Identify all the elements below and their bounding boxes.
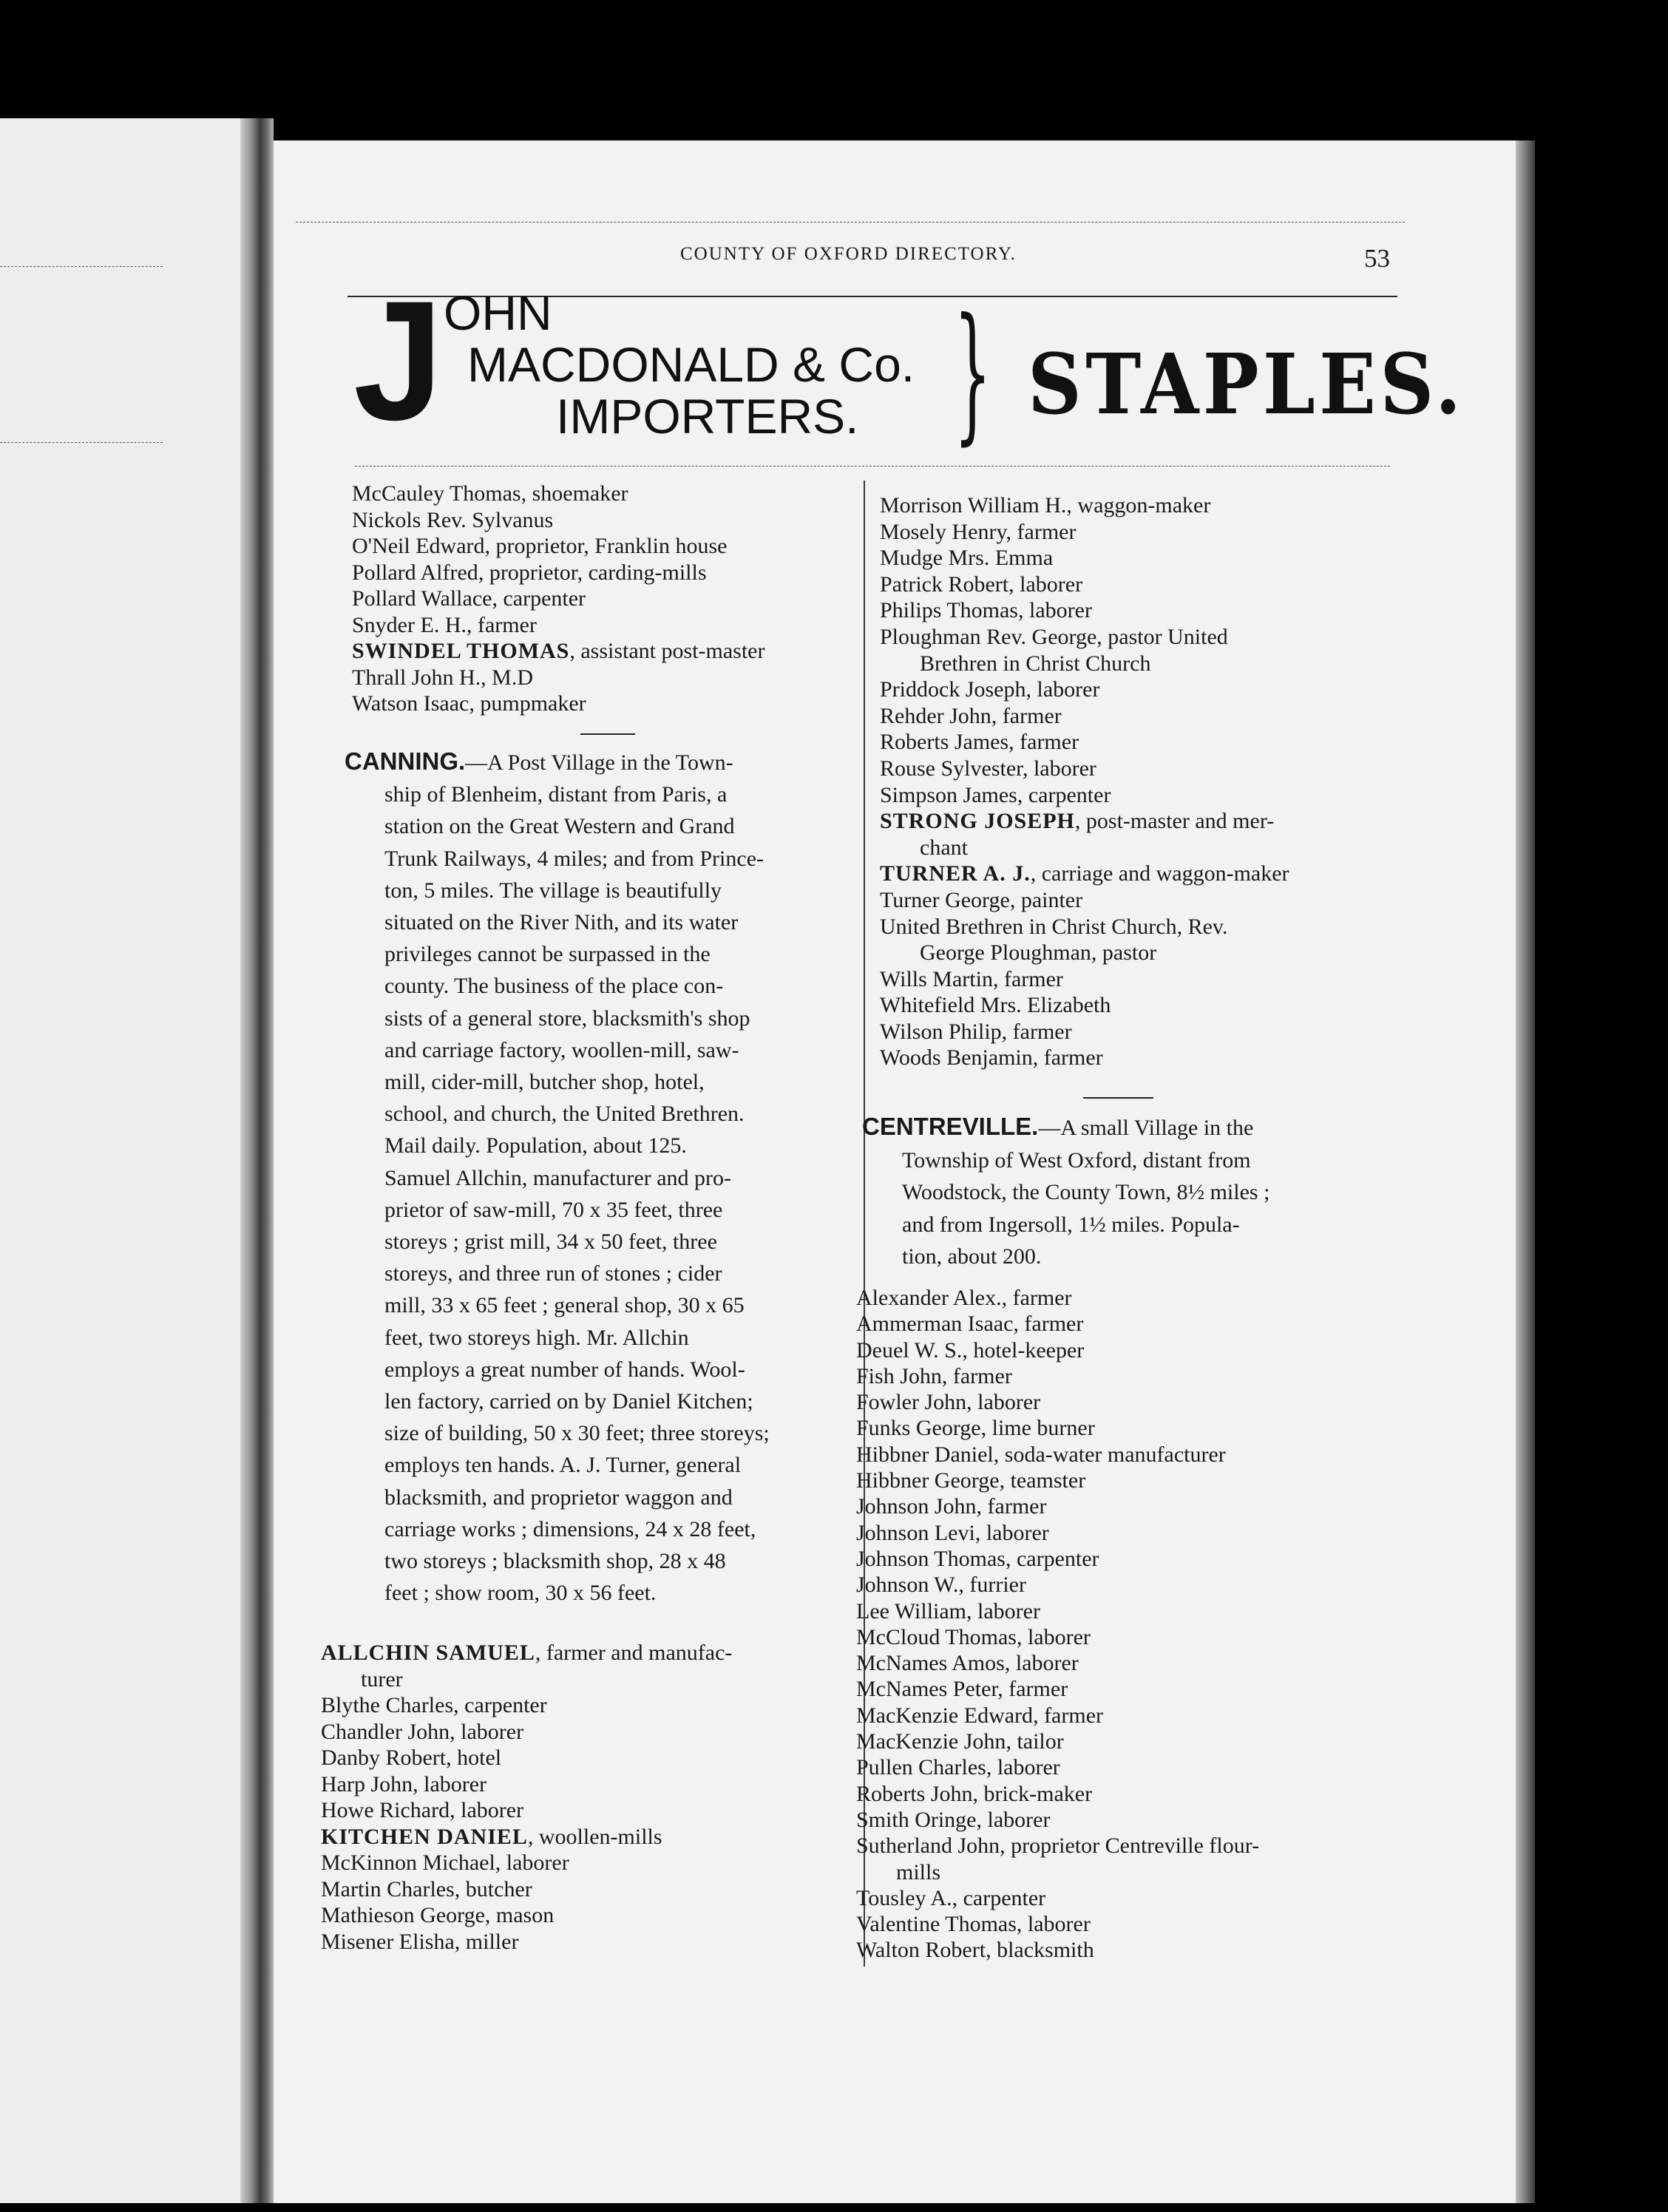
description-line: county. The business of the place con-	[384, 974, 724, 999]
entry-occupation: , laborer	[1016, 1624, 1091, 1649]
entry-occupation: , laborer	[1022, 756, 1096, 781]
entry-occupation: , assistant post-master	[569, 639, 765, 663]
directory-entry	[352, 586, 862, 612]
entry-occupation: , farmer	[1001, 1019, 1072, 1044]
directory-entry	[352, 691, 862, 717]
entry-occupation: , proprietor Centreville flour-	[1000, 1833, 1260, 1859]
entry-occupation: , woollen-mills	[527, 1824, 662, 1849]
directory-entry	[880, 571, 1390, 598]
directory-entry	[856, 1807, 1389, 1833]
entry-continuation: George Ploughman, pastor	[920, 940, 1157, 966]
entry-occupation: , laborer	[974, 1520, 1049, 1545]
directory-entry	[856, 1885, 1389, 1911]
entry-name: McKinnon Michael	[321, 1850, 495, 1875]
canning-section	[345, 745, 862, 1609]
directory-entry	[321, 1850, 861, 1876]
directory-entry	[880, 1045, 1390, 1071]
entry-name: McNames Amos	[856, 1651, 1005, 1676]
directory-entry	[321, 1692, 861, 1719]
page-edge-shadow	[1516, 140, 1535, 2203]
description-line: storeys, and three run of stones ; cider	[384, 1261, 722, 1286]
directory-entry	[856, 1650, 1389, 1676]
entry-name: Harp John	[321, 1771, 413, 1797]
entry-occupation: , proprietor, carding-mills	[478, 560, 707, 585]
entry-name: Misener Elisha	[321, 1929, 455, 1954]
entry-occupation: , mason	[484, 1903, 555, 1927]
directory-entry	[321, 1745, 861, 1771]
entry-name: Johnson John	[856, 1494, 977, 1519]
description-line: mill, cider-mill, butcher shop, hotel,	[384, 1070, 705, 1095]
entry-occupation: , shoemaker	[521, 481, 628, 506]
description-line: sists of a general store, blacksmith's shop	[384, 1005, 750, 1031]
ad-line-importers: IMPORTERS.	[556, 389, 859, 444]
entry-name: Rouse Sylvester	[880, 756, 1023, 781]
directory-entry	[880, 729, 1390, 756]
entry-name: O'Neil Edward	[352, 534, 485, 558]
place-description	[345, 745, 862, 1609]
entry-name: Patrick Robert	[880, 571, 1009, 597]
entry-name: Roberts James	[880, 730, 1009, 755]
directory-entry	[352, 665, 862, 691]
entry-name: Johnson Levi	[856, 1520, 975, 1545]
directory-entry	[321, 1771, 861, 1798]
directory-entry	[880, 624, 1390, 651]
directory-entry	[856, 1624, 1389, 1650]
entry-continuation: turer	[361, 1666, 403, 1692]
entry-occupation: , laborer	[450, 1798, 524, 1822]
ad-staples: STAPLES.	[1028, 336, 1465, 433]
directory-entry	[321, 1824, 861, 1850]
entry-name: Wills Martin	[880, 966, 993, 991]
entry-occupation: , carpenter	[1005, 1546, 1099, 1571]
directory-entry	[856, 1311, 1389, 1337]
description-line: storeys ; grist mill, 34 x 50 feet, three	[384, 1229, 717, 1255]
entry-name: STRONG JOSEPH	[880, 809, 1075, 834]
entry-occupation: , soda-water manufacturer	[993, 1442, 1226, 1467]
entry-occupation: , farmer	[941, 1363, 1012, 1388]
directory-entry	[856, 1442, 1389, 1468]
description-line: ship of Blenheim, distant from Paris, a	[384, 782, 728, 807]
directory-entry	[352, 507, 862, 534]
entry-occupation: , farmer	[976, 1494, 1047, 1519]
ad-brace: }	[954, 287, 991, 459]
directory-entry	[321, 1902, 861, 1929]
entry-name: McNames Peter	[856, 1677, 998, 1702]
description-line: Mail daily. Population, about 125.	[384, 1133, 687, 1158]
directory-entry	[880, 492, 1390, 519]
directory-entry	[880, 597, 1390, 624]
entry-occupation: , farmer	[1013, 1312, 1084, 1337]
ad-bottom-rule	[355, 466, 1390, 467]
directory-entry	[880, 756, 1390, 782]
entry-occupation: , laborer	[413, 1771, 487, 1797]
directory-entry	[856, 1337, 1389, 1363]
entry-name: Danby Robert	[321, 1745, 447, 1770]
entry-occupation: , laborer	[966, 1598, 1040, 1624]
directory-entry	[880, 703, 1390, 730]
entry-occupation: , waggon-maker	[1066, 493, 1211, 518]
entry-name: United Brethren in Christ Church	[880, 914, 1177, 939]
section-rule-2	[1083, 1097, 1153, 1099]
directory-entry	[880, 519, 1390, 546]
entry-occupation: , hotel	[446, 1745, 502, 1770]
entry-name: Howe Richard	[321, 1798, 450, 1822]
directory-entry	[880, 782, 1390, 809]
directory-entry	[856, 1468, 1389, 1493]
entry-name: Funks George	[856, 1416, 981, 1441]
entry-occupation: , carpenter	[952, 1885, 1046, 1910]
directory-entry	[880, 808, 1390, 835]
entry-occupation: , tailor	[1006, 1729, 1064, 1754]
entry-name: Woods Benjamin	[880, 1045, 1033, 1071]
entry-name: Rehder John	[880, 703, 991, 728]
description-line: blacksmith, and proprietor waggon and	[384, 1485, 733, 1510]
directory-entry	[856, 1703, 1389, 1728]
entry-occupation: , laborer	[1025, 677, 1100, 702]
entry-name: Smith Oringe	[856, 1807, 977, 1832]
description-line: ton, 5 miles. The village is beautifully	[384, 878, 722, 903]
entry-name: MacKenzie John	[856, 1729, 1006, 1754]
entry-name: Sutherland John	[856, 1833, 1000, 1859]
description-line: Township of West Oxford, distant from	[902, 1147, 1251, 1173]
entry-name: Turner George	[880, 887, 1010, 912]
entry-name: McCloud Thomas	[856, 1624, 1017, 1649]
place-description	[862, 1110, 1387, 1273]
canning-listing-end	[880, 492, 1390, 1071]
entry-name: SWINDEL THOMAS	[352, 639, 570, 663]
entry-occupation: , pastor United	[1096, 624, 1228, 649]
directory-entry	[856, 1754, 1389, 1780]
directory-entry	[880, 992, 1390, 1019]
description-line: employs ten hands. A. J. Turner, general	[384, 1453, 742, 1478]
entry-name: Ammerman Isaac	[856, 1312, 1014, 1337]
entry-name: Priddock Joseph	[880, 677, 1026, 702]
entry-continuation: Brethren in Christ Church	[920, 651, 1151, 676]
entry-name: KITCHEN DANIEL	[321, 1824, 528, 1849]
entry-name: Blythe Charles	[321, 1693, 454, 1717]
directory-entry	[856, 1911, 1389, 1937]
directory-entry	[856, 1520, 1389, 1546]
directory-entry	[856, 1389, 1389, 1415]
entry-occupation: , Rev.	[1176, 914, 1228, 939]
entry-name: McCauley Thomas	[352, 481, 521, 506]
entry-occupation: , laborer	[1016, 1912, 1091, 1937]
description-line: Trunk Railways, 4 miles; and from Prince-	[384, 846, 764, 871]
canning-listing	[321, 1640, 861, 1955]
directory-entry	[856, 1546, 1389, 1572]
entry-continuation: mills	[896, 1859, 941, 1884]
description-line: —A small Village in the	[1038, 1116, 1254, 1140]
directory-entry	[856, 1363, 1389, 1389]
section-rule	[580, 733, 635, 735]
entry-name: Mudge Mrs. Emma	[880, 546, 1054, 571]
entry-name: Simpson James	[880, 782, 1017, 807]
description-line: school, and church, the United Brethren.	[384, 1102, 745, 1127]
entry-name: Deuel W. S.	[856, 1337, 963, 1363]
entry-occupation: , farmer	[991, 703, 1062, 728]
directory-entry	[352, 533, 862, 560]
description-line: prietor of saw-mill, 70 x 35 feet, three	[384, 1197, 723, 1222]
entry-occupation: , farmer	[1008, 730, 1079, 755]
entry-name: Whitefield Mrs. Elizabeth	[880, 993, 1111, 1018]
directory-entry	[880, 545, 1390, 571]
entry-name: Walton Robert	[856, 1938, 986, 1963]
description-line: and carriage factory, woollen-mill, saw-	[384, 1037, 739, 1062]
entry-occupation: , farmer	[997, 1677, 1068, 1702]
centreville-listing	[856, 1285, 1389, 1964]
description-line: —A Post Village in the Town-	[465, 750, 733, 775]
entry-name: Nickols Rev. Sylvanus	[352, 507, 554, 532]
entry-name: ALLCHIN SAMUEL	[321, 1641, 535, 1665]
directory-entry	[352, 638, 862, 665]
entry-occupation: , carriage and waggon-maker	[1030, 861, 1289, 886]
directory-entry	[880, 676, 1390, 703]
entry-occupation: , carpenter	[453, 1693, 547, 1717]
description-line: and from Ingersoll, 1½ miles. Popula-	[902, 1212, 1240, 1237]
directory-entry	[856, 1415, 1389, 1441]
entry-name: Watson Isaac	[352, 691, 469, 716]
directory-entry	[352, 481, 862, 507]
entry-occupation: , farmer	[466, 612, 537, 637]
entry-name: Hibbner Daniel	[856, 1442, 994, 1467]
description-line: tion, about 200.	[902, 1244, 1042, 1269]
entry-name: Lee William	[856, 1598, 967, 1624]
directory-entry	[321, 1929, 861, 1955]
description-line: Samuel Allchin, manufacturer and pro-	[384, 1165, 732, 1190]
entry-name: MacKenzie Edward	[856, 1703, 1034, 1728]
entry-name: Mosely Henry	[880, 519, 1006, 544]
entry-occupation: , carpenter	[492, 586, 586, 611]
directory-entry	[321, 1719, 861, 1745]
running-head: COUNTY OF OXFORD DIRECTORY.	[680, 244, 1017, 264]
directory-entry	[880, 966, 1390, 993]
entry-name: Hibbner George	[856, 1468, 1000, 1493]
entry-name: Ploughman Rev. George	[880, 624, 1097, 649]
left-page-top-rule	[0, 266, 163, 267]
entry-occupation: , laborer	[1017, 598, 1092, 623]
place-name: CANNING.	[345, 747, 466, 775]
directory-entry	[880, 914, 1390, 940]
entry-occupation: , laborer	[1004, 1651, 1079, 1676]
entry-name: Fowler John	[856, 1390, 967, 1415]
header-top-rule	[296, 222, 1405, 223]
entry-name: Valentine Thomas	[856, 1912, 1017, 1937]
entry-occupation: , painter	[1009, 887, 1083, 912]
entry-occupation: , laborer	[450, 1719, 524, 1744]
entry-name: Mathieson George	[321, 1903, 485, 1927]
directory-entry	[321, 1876, 861, 1903]
entry-occupation: , M.D	[481, 665, 533, 690]
entry-occupation: , carpenter	[1017, 782, 1111, 807]
description-line: mill, 33 x 65 feet ; general shop, 30 x 65	[384, 1293, 745, 1318]
ad-line-ohn: OHN	[444, 285, 552, 340]
description-line: feet, two storeys high. Mr. Allchin	[384, 1325, 689, 1350]
entry-occupation: , hotel-keeper	[962, 1337, 1085, 1363]
entry-occupation: , lime burner	[980, 1416, 1095, 1441]
directory-entry	[856, 1833, 1389, 1859]
entry-occupation: , farmer	[992, 966, 1063, 991]
description-line: carriage works ; dimensions, 24 x 28 feet,	[384, 1516, 756, 1541]
description-line: privileges cannot be surpassed in the	[384, 942, 711, 967]
description-line: feet ; show room, 30 x 56 feet.	[384, 1581, 657, 1606]
directory-entry	[856, 1598, 1389, 1624]
entry-occupation: , laborer	[495, 1850, 569, 1875]
entry-name: Tousley A.	[856, 1885, 952, 1910]
left-page-rule	[0, 442, 163, 443]
ad-initial-letter: J	[353, 265, 444, 455]
entry-occupation: , farmer and manufac-	[535, 1641, 733, 1665]
directory-entry	[856, 1285, 1389, 1311]
centreville-section	[862, 1110, 1387, 1273]
entry-name: Alexander Alex.	[856, 1286, 1002, 1310]
entry-occupation: , blacksmith	[986, 1938, 1094, 1963]
entry-occupation: , brick-maker	[972, 1781, 1093, 1806]
canning-listing-continued	[352, 481, 862, 717]
directory-entry	[880, 887, 1390, 914]
directory-entry	[321, 1640, 861, 1666]
entry-occupation: , miller	[454, 1929, 519, 1954]
entry-name: Philips Thomas	[880, 598, 1018, 623]
description-line: Woodstock, the County Town, 8½ miles ;	[902, 1180, 1270, 1204]
entry-occupation: , furrier	[958, 1573, 1026, 1598]
entry-occupation: , proprietor, Franklin house	[484, 534, 728, 558]
entry-name: Johnson Thomas	[856, 1546, 1006, 1571]
directory-entry	[856, 1572, 1389, 1598]
directory-entry	[880, 861, 1390, 887]
directory-entry	[321, 1797, 861, 1824]
description-line: station on the Great Western and Grand	[384, 814, 735, 839]
directory-entry	[856, 1728, 1389, 1754]
place-name: CENTREVILLE.	[862, 1113, 1039, 1140]
entry-occupation: , laborer	[976, 1807, 1051, 1832]
entry-name: Thrall John H.	[352, 665, 481, 690]
book-gutter	[240, 118, 274, 2203]
description-line: employs a great number of hands. Wool-	[384, 1357, 745, 1382]
entry-occupation: , farmer	[1006, 519, 1077, 544]
entry-name: Pollard Wallace	[352, 586, 492, 611]
entry-occupation: , farmer	[1032, 1045, 1103, 1071]
entry-occupation: , laborer	[966, 1390, 1041, 1415]
entry-name: Snyder E. H.	[352, 612, 467, 637]
entry-name: Morrison William H.	[880, 493, 1067, 518]
description-first-line	[862, 1110, 1387, 1144]
entry-name: Johnson W.	[856, 1573, 959, 1598]
page-number: 53	[1364, 244, 1390, 273]
entry-name: Pullen Charles	[856, 1755, 986, 1780]
entry-occupation: , post-master and mer-	[1074, 809, 1275, 834]
directory-entry	[880, 1019, 1390, 1045]
entry-name: Pollard Alfred	[352, 560, 478, 585]
description-first-line	[345, 745, 862, 778]
entry-name: Roberts John	[856, 1781, 973, 1806]
entry-name: Chandler John	[321, 1719, 450, 1744]
description-line: two storeys ; blacksmith shop, 28 x 48	[384, 1549, 726, 1574]
description-line: size of building, 50 x 30 feet; three storeys;	[384, 1421, 770, 1446]
entry-name: Martin Charles	[321, 1876, 455, 1901]
entry-name: Wilson Philip	[880, 1019, 1002, 1044]
entry-occupation: , butcher	[454, 1876, 532, 1901]
entry-occupation: , laborer	[1008, 571, 1083, 597]
entry-occupation: , farmer	[1001, 1286, 1072, 1310]
directory-entry	[856, 1493, 1389, 1519]
directory-entry	[856, 1676, 1389, 1702]
entry-name: Fish John	[856, 1363, 942, 1388]
entry-name: TURNER A. J.	[880, 861, 1031, 886]
left-facing-page	[0, 118, 240, 2203]
description-line: situated on the River Nith, and its water	[384, 910, 739, 935]
description-line: len factory, carried on by Daniel Kitchen;	[384, 1389, 753, 1414]
entry-continuation: chant	[920, 835, 968, 860]
directory-entry	[352, 612, 862, 639]
entry-occupation: , teamster	[999, 1468, 1086, 1493]
directory-entry	[856, 1937, 1389, 1963]
ad-line-macdonald: MACDONALD & Co.	[467, 337, 915, 392]
entry-occupation: , farmer	[1033, 1703, 1103, 1728]
entry-occupation: , laborer	[986, 1755, 1060, 1780]
directory-entry	[352, 560, 862, 586]
directory-entry	[856, 1781, 1389, 1807]
entry-occupation: , pumpmaker	[469, 691, 586, 716]
